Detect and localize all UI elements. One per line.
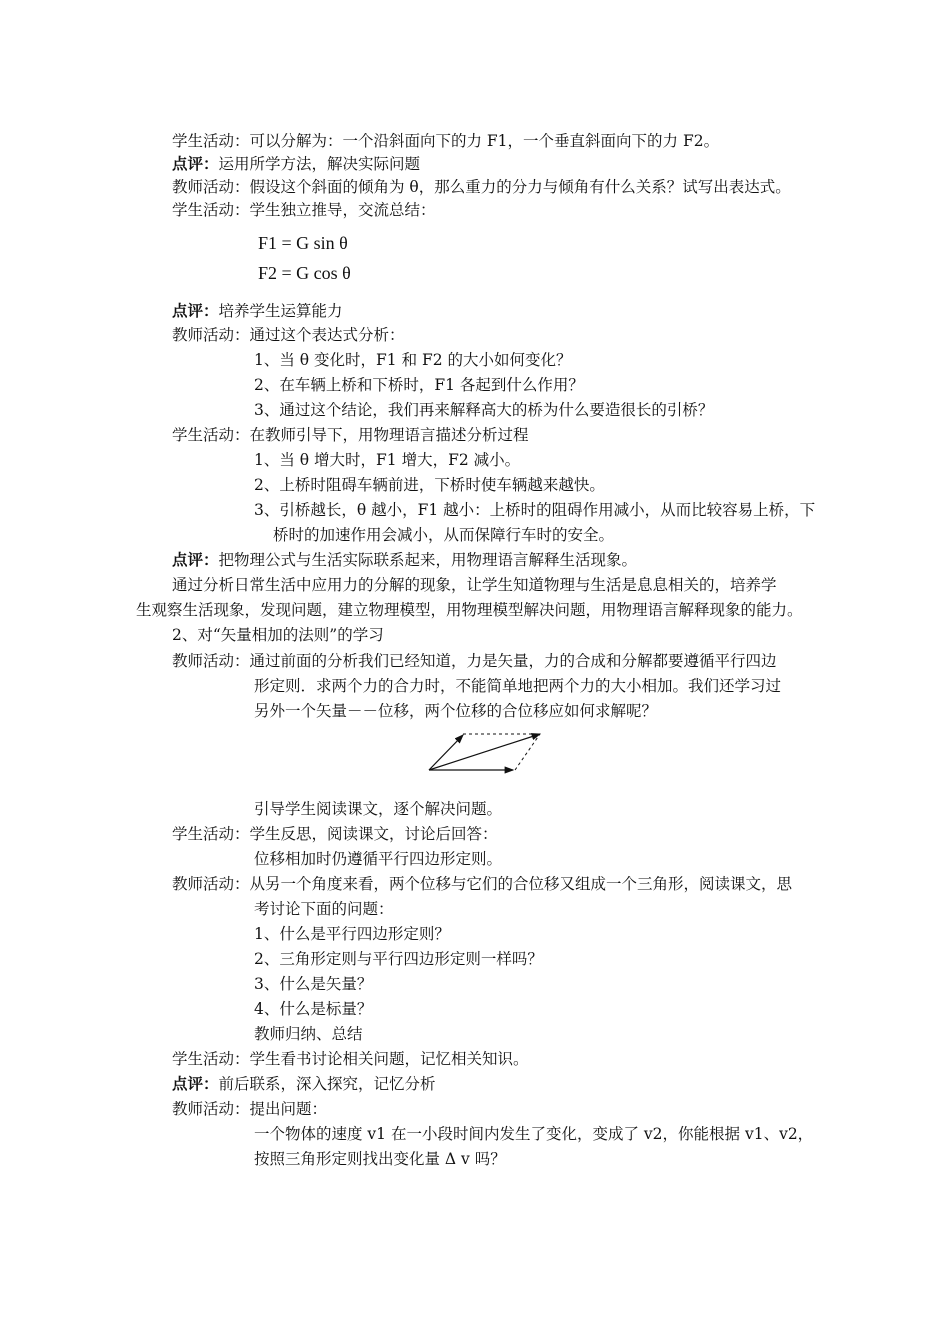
list-item: 3、引桥越长，θ 越小，F1 越小：上桥时的阻碍作用减小，从而比较容易上桥，下 bbox=[254, 501, 816, 519]
line-student-derive: 学生活动：学生独立推导，交流总结： bbox=[172, 201, 436, 219]
list-item: 3、通过这个结论，我们再来解释高大的桥为什么要造很长的引桥？ bbox=[254, 401, 714, 419]
list-item: 3、什么是矢量？ bbox=[254, 975, 373, 993]
list-item: 1、当 θ 变化时，F1 和 F2 的大小如何变化？ bbox=[254, 351, 572, 369]
line-comment-2 bbox=[172, 300, 343, 322]
line-velocity-question: 一个物体的速度 v1 在一小段时间内发生了变化，变成了 v2，你能根据 v1、v2， bbox=[254, 1125, 814, 1143]
line-comment-4 bbox=[172, 1073, 436, 1095]
line-teacher-vector-cont: 形定则．求两个力的合力时，不能简单地把两个力的大小相加。我们还学习过 bbox=[254, 677, 782, 695]
line-comment-3 bbox=[172, 549, 637, 571]
comment-text: 把物理公式与生活实际联系起来，用物理语言解释生活现象。 bbox=[218, 551, 638, 569]
line-student-answer: 位移相加时仍遵循平行四边形定则。 bbox=[254, 850, 503, 868]
list-item: 1、当 θ 增大时，F1 增大，F2 减小。 bbox=[254, 451, 521, 469]
list-item: 2、上桥时阻碍车辆前进，下桥时使车辆越来越快。 bbox=[254, 476, 605, 494]
line-teacher-triangle-cont: 考讨论下面的问题： bbox=[254, 900, 394, 918]
comment-text: 前后联系，深入探究，记忆分析 bbox=[218, 1075, 436, 1093]
list-item: 2、在车辆上桥和下桥时，F1 各起到什么作用？ bbox=[254, 376, 584, 394]
list-item: 2、三角形定则与平行四边形定则一样吗？ bbox=[254, 950, 543, 968]
formula-f1: F1 = G sin θ bbox=[258, 233, 348, 253]
line-teacher-vector: 教师活动：通过前面的分析我们已经知道，力是矢量，力的合成和分解都要遵循平行四边 bbox=[172, 652, 777, 670]
comment-text: 运用所学方法，解决实际问题 bbox=[218, 155, 421, 173]
section-heading: 2、对“矢量相加的法则”的学习 bbox=[172, 626, 384, 644]
formula-f2: F2 = G cos θ bbox=[258, 263, 351, 283]
line-teacher-question: 教师活动：提出问题： bbox=[172, 1100, 328, 1118]
line-teacher-angle: 教师活动：假设这个斜面的倾角为 θ，那么重力的分力与倾角有什么关系？试写出表达式。 bbox=[172, 178, 791, 196]
list-item: 1、什么是平行四边形定则？ bbox=[254, 925, 450, 943]
comment-label: 点评： bbox=[172, 301, 219, 320]
dashed-side-right bbox=[515, 734, 540, 770]
line-velocity-question-cont: 按照三角形定则找出变化量 Δ v 吗？ bbox=[254, 1150, 506, 1168]
line-teacher-summary: 教师归纳、总结 bbox=[254, 1025, 363, 1043]
comment-label: 点评： bbox=[172, 1074, 219, 1093]
line-teacher-analyze: 教师活动：通过这个表达式分析： bbox=[172, 326, 405, 344]
line-student-study: 学生活动：学生看书讨论相关问题，记忆相关知识。 bbox=[172, 1050, 529, 1068]
line-guide-read: 引导学生阅读课文，逐个解决问题。 bbox=[254, 800, 503, 818]
list-item: 4、什么是标量？ bbox=[254, 1000, 373, 1018]
parallelogram-vector-figure bbox=[420, 726, 550, 776]
comment-label: 点评： bbox=[172, 154, 219, 173]
paragraph-line: 生观察生活现象，发现问题，建立物理模型，用物理模型解决问题，用物理语言解释现象的能力。 bbox=[136, 601, 803, 619]
line-student-decompose: 学生活动：可以分解为：一个沿斜面向下的力 F1，一个垂直斜面向下的力 F2。 bbox=[172, 132, 720, 150]
line-comment-1 bbox=[172, 153, 420, 175]
line-teacher-vector-cont: 另外一个矢量－－位移，两个位移的合位移应如何求解呢？ bbox=[254, 702, 658, 720]
list-item-continued: 桥时的加速作用会减小，从而保障行车时的安全。 bbox=[273, 526, 615, 544]
line-student-reflect: 学生活动：学生反思，阅读课文，讨论后回答： bbox=[172, 825, 498, 843]
comment-text: 培养学生运算能力 bbox=[218, 302, 343, 320]
paragraph-line: 通过分析日常生活中应用力的分解的现象，让学生知道物理与生活是息息相关的，培养学 bbox=[172, 576, 777, 594]
line-student-guided: 学生活动：在教师引导下，用物理语言描述分析过程 bbox=[172, 426, 529, 444]
comment-label: 点评： bbox=[172, 550, 219, 569]
line-teacher-triangle: 教师活动：从另一个角度来看，两个位移与它们的合位移又组成一个三角形，阅读课文，思 bbox=[172, 875, 793, 893]
